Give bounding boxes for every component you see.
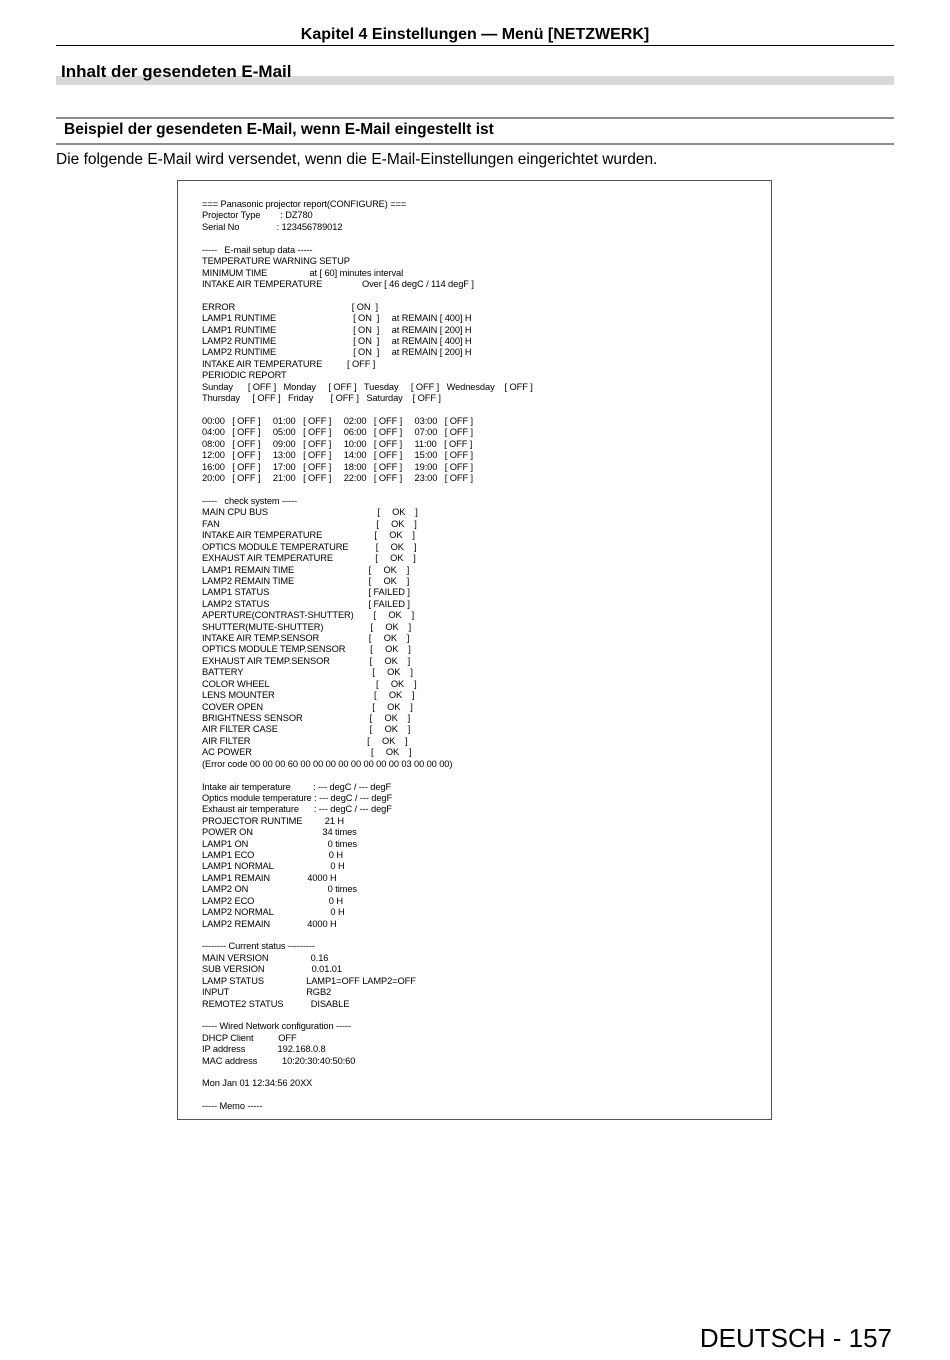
email-body: [202, 199, 533, 1113]
email-line: [202, 1067, 533, 1078]
email-line: 16:00 [ OFF ] 17:00 [ OFF ] 18:00 [ OFF ] 19:00 [ OFF ]: [202, 461, 473, 472]
email-line: (Error code 00 00 00 60 00 00 00 00 00 00 00 00 03 00 00 00): [202, 758, 453, 769]
email-line: LAMP2 ON 0 times: [202, 884, 357, 895]
email-line: OPTICS MODULE TEMP.SENSOR [ OK ]: [202, 644, 411, 655]
email-line: Mon Jan 01 12:34:56 20XX: [202, 1078, 313, 1089]
email-line: BRIGHTNESS SENSOR [ OK ]: [202, 712, 411, 723]
intro-paragraph: Die folgende E-Mail wird versendet, wenn die E-Mail-Einstellungen eingerichtet wurden.: [56, 151, 658, 168]
email-line: INTAKE AIR TEMPERATURE [ OK ]: [202, 530, 415, 541]
email-line: LAMP1 NORMAL 0 H: [202, 861, 345, 872]
email-line: 12:00 [ OFF ] 13:00 [ OFF ] 14:00 [ OFF ] 15:00 [ OFF ]: [202, 450, 473, 461]
email-line: LAMP2 REMAIN 4000 H: [202, 918, 337, 929]
email-line: [202, 290, 533, 301]
email-line: MAC address 10:20:30:40:50:60: [202, 1055, 356, 1066]
email-line: SHUTTER(MUTE-SHUTTER) [ OK ]: [202, 621, 412, 632]
email-line: ----- Memo -----: [202, 1101, 263, 1112]
email-line: LAMP2 RUNTIME [ ON ] at REMAIN [ 200] H: [202, 347, 472, 358]
email-line: [202, 1090, 533, 1101]
email-line: FAN [ OK ]: [202, 518, 417, 529]
email-line: LAMP2 ECO 0 H: [202, 895, 343, 906]
email-line: TEMPERATURE WARNING SETUP: [202, 256, 350, 267]
email-line: REMOTE2 STATUS DISABLE: [202, 998, 350, 1009]
email-line: [202, 770, 533, 781]
subsection-heading: [56, 117, 894, 145]
email-line: ----- E-mail setup data -----: [202, 244, 313, 255]
email-line: 08:00 [ OFF ] 09:00 [ OFF ] 10:00 [ OFF ] 11:00 [ OFF ]: [202, 438, 473, 449]
email-line: IP address 192.168.0.8: [202, 1044, 326, 1055]
email-line: [202, 233, 533, 244]
email-line: SUB VERSION 0.01.01: [202, 964, 342, 975]
email-line: ----- check system -----: [202, 495, 298, 506]
email-example-box: [177, 180, 772, 1120]
email-line: AIR FILTER [ OK ]: [202, 735, 408, 746]
email-line: LAMP1 ON 0 times: [202, 838, 357, 849]
email-line: [202, 405, 533, 416]
email-line: EXHAUST AIR TEMPERATURE [ OK ]: [202, 553, 416, 564]
section-title: Inhalt der gesendeten E-Mail: [61, 62, 292, 81]
email-line: Projector Type : DZ780: [202, 210, 313, 221]
email-line: OPTICS MODULE TEMPERATURE [ OK ]: [202, 541, 417, 552]
page-footer: DEUTSCH - 157: [699, 1323, 892, 1353]
email-line: LAMP1 REMAIN TIME [ OK ]: [202, 564, 410, 575]
email-line: LAMP2 STATUS [ FAILED ]: [202, 598, 410, 609]
email-line: COVER OPEN [ OK ]: [202, 701, 413, 712]
email-line: Intake air temperature : --- degC / --- degF: [202, 781, 392, 792]
email-line: [202, 930, 533, 941]
email-line: 00:00 [ OFF ] 01:00 [ OFF ] 02:00 [ OFF ] 03:00 [ OFF ]: [202, 416, 473, 427]
email-line: LAMP2 RUNTIME [ ON ] at REMAIN [ 400] H: [202, 336, 472, 347]
email-line: ERROR [ ON ]: [202, 301, 378, 312]
email-line: MAIN VERSION 0.16: [202, 952, 329, 963]
email-line: Thursday [ OFF ] Friday [ OFF ] Saturday [ OFF ]: [202, 393, 441, 404]
email-line: PERIODIC REPORT: [202, 370, 287, 381]
email-line: PROJECTOR RUNTIME 21 H: [202, 815, 344, 826]
email-line: APERTURE(CONTRAST-SHUTTER) [ OK ]: [202, 610, 415, 621]
email-line: [202, 1010, 533, 1021]
email-line: LAMP1 RUNTIME [ ON ] at REMAIN [ 200] H: [202, 324, 472, 335]
email-line: INPUT RGB2: [202, 987, 332, 998]
email-line: Serial No : 123456789012: [202, 221, 343, 232]
email-line: ----- Wired Network configuration -----: [202, 1021, 351, 1032]
email-line: INTAKE AIR TEMP.SENSOR [ OK ]: [202, 633, 410, 644]
email-line: LAMP1 REMAIN 4000 H: [202, 872, 337, 883]
email-line: LAMP STATUS LAMP1=OFF LAMP2=OFF: [202, 975, 416, 986]
email-line: LAMP2 REMAIN TIME [ OK ]: [202, 575, 410, 586]
email-line: LAMP1 RUNTIME [ ON ] at REMAIN [ 400] H: [202, 313, 472, 324]
email-line: LAMP2 NORMAL 0 H: [202, 907, 345, 918]
email-line: MINIMUM TIME at [ 60] minutes interval: [202, 267, 404, 278]
email-line: EXHAUST AIR TEMP.SENSOR [ OK ]: [202, 655, 411, 666]
email-line: -------- Current status ---------: [202, 941, 315, 952]
email-line: LENS MOUNTER [ OK ]: [202, 690, 415, 701]
email-line: POWER ON 34 times: [202, 827, 357, 838]
email-line: === Panasonic projector report(CONFIGURE) ===: [202, 199, 407, 209]
email-line: INTAKE AIR TEMPERATURE [ OFF ]: [202, 358, 376, 369]
email-line: AIR FILTER CASE [ OK ]: [202, 724, 411, 735]
header-divider: [56, 45, 894, 46]
email-line: Sunday [ OFF ] Monday [ OFF ] Tuesday [ OFF ] Wednesday [ OFF ]: [202, 381, 533, 392]
email-line: COLOR WHEEL [ OK ]: [202, 678, 417, 689]
section-heading: [56, 60, 894, 86]
email-line: Exhaust air temperature : --- degC / --- degF: [202, 804, 392, 815]
chapter-header: Kapitel 4 Einstellungen — Menü [NETZWERK]: [300, 26, 650, 43]
email-line: LAMP1 ECO 0 H: [202, 850, 343, 861]
email-line: DHCP Client OFF: [202, 1032, 297, 1043]
email-line: 04:00 [ OFF ] 05:00 [ OFF ] 06:00 [ OFF ] 07:00 [ OFF ]: [202, 427, 473, 438]
subsection-title: Beispiel der gesendeten E-Mail, wenn E-Mail eingestellt ist: [64, 121, 494, 138]
email-line: Optics module temperature : --- degC / --- degF: [202, 792, 393, 803]
email-line: MAIN CPU BUS [ OK ]: [202, 507, 418, 518]
email-line: LAMP1 STATUS [ FAILED ]: [202, 587, 410, 598]
email-line: 20:00 [ OFF ] 21:00 [ OFF ] 22:00 [ OFF ] 23:00 [ OFF ]: [202, 473, 473, 484]
email-line: BATTERY [ OK ]: [202, 667, 413, 678]
email-line: [202, 485, 533, 496]
email-line: INTAKE AIR TEMPERATURE Over [ 46 degC / 114 degF ]: [202, 278, 474, 289]
email-line: AC POWER [ OK ]: [202, 747, 412, 758]
